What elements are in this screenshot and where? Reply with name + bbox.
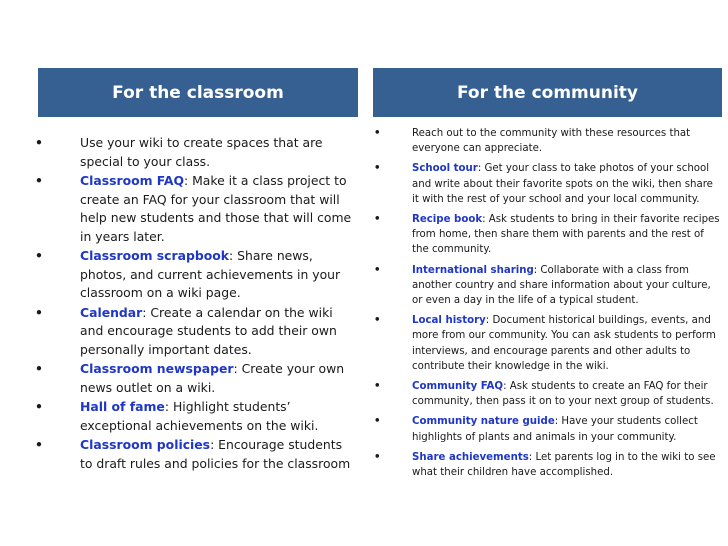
item-term: School tour xyxy=(412,163,478,175)
list-item xyxy=(33,436,353,473)
bullet-icon: • xyxy=(374,128,381,139)
item-term: Local history xyxy=(412,315,486,327)
item-text: : Make it a class project to create an FAQ for your classroom that will help new students and those that will come in years later. xyxy=(80,173,352,244)
bullet-icon: • xyxy=(374,416,381,428)
item-term: Classroom scrapbook xyxy=(80,248,230,263)
item-text: : Create your own news outlet on a wiki. xyxy=(80,361,345,395)
item-text: : Let parents log in to the wiki to see what their children have accomplished. xyxy=(412,451,716,479)
item-text: : Collaborate with a class from another country and share information about your culture, or even a day in the life of a typical student. xyxy=(412,264,711,307)
item-text: Reach out to the community with these resources that everyone can appreciate. xyxy=(412,128,691,155)
item-term: Recipe book xyxy=(412,214,483,226)
bullet-icon: • xyxy=(35,399,43,414)
item-term: Share achievements xyxy=(412,451,529,463)
bullet-icon: • xyxy=(35,361,43,376)
bullet-icon: • xyxy=(374,381,381,393)
bullet-icon: • xyxy=(35,173,43,188)
item-term: Classroom newspaper xyxy=(80,361,234,376)
bullet-icon: • xyxy=(374,451,381,463)
item-term: Classroom FAQ xyxy=(80,173,184,188)
item-term: Classroom policies xyxy=(80,437,211,452)
list-item xyxy=(372,161,722,207)
list-item xyxy=(33,172,353,246)
item-text: : Encourage students to draft rules and policies for the classroom xyxy=(80,437,351,471)
item-text: : Highlight students’ exceptional achievements on the wiki. xyxy=(80,399,319,433)
bullet-icon: • xyxy=(35,248,43,263)
bullet-icon: • xyxy=(374,214,381,226)
item-text: : Ask students to bring in their favorite recipes from home, then share them with parents and the rest of the community. xyxy=(412,214,720,256)
bullet-icon: • xyxy=(35,437,43,452)
list-item xyxy=(33,360,353,397)
bullet-icon: • xyxy=(374,163,381,175)
item-text: Use your wiki to create spaces that are special to your class. xyxy=(80,135,323,169)
list-item xyxy=(372,313,722,374)
item-term: Calendar xyxy=(80,304,143,320)
list-item xyxy=(33,304,353,360)
item-text: : Get your class to take photos of your school and write about their favorite spots on the wiki, then share it with the rest of your school and your local community. xyxy=(412,163,713,205)
bullet-icon: • xyxy=(35,304,43,320)
community-header: For the community xyxy=(373,68,722,117)
item-text: : Ask students to create an FAQ for their community, then pass it on to your next group of students. xyxy=(412,381,714,408)
list-item xyxy=(33,247,353,303)
item-term: Hall of fame xyxy=(80,399,165,414)
bullet-icon: • xyxy=(374,315,381,327)
list-item xyxy=(372,263,722,309)
list-item xyxy=(372,126,722,156)
list-item xyxy=(372,450,722,480)
bullet-icon: • xyxy=(374,264,381,276)
item-term: Community FAQ xyxy=(412,381,504,393)
item-text: : Share news, photos, and current achievements in your classroom on a wiki page. xyxy=(80,248,341,300)
classroom-header: For the classroom xyxy=(38,68,358,117)
list-item xyxy=(372,212,722,258)
bullet-icon: • xyxy=(35,135,43,150)
list-item xyxy=(372,414,722,444)
community-list xyxy=(372,126,722,485)
list-item xyxy=(33,398,353,435)
item-text: : Create a calendar on the wiki and encourage students to add their own personally important dates. xyxy=(80,304,337,357)
item-term: Community nature guide xyxy=(412,416,555,428)
item-text: : Have your students collect highlights of plants and animals in your community. xyxy=(412,416,698,443)
list-item xyxy=(372,379,722,409)
item-term: International sharing xyxy=(412,264,534,276)
list-item xyxy=(33,134,353,171)
classroom-list xyxy=(33,134,353,474)
item-text: : Document historical buildings, events, and more from our community. You can ask students to perform interviews, and encourage parents and other adults to contribute their knowledge in the wiki. xyxy=(412,315,716,372)
